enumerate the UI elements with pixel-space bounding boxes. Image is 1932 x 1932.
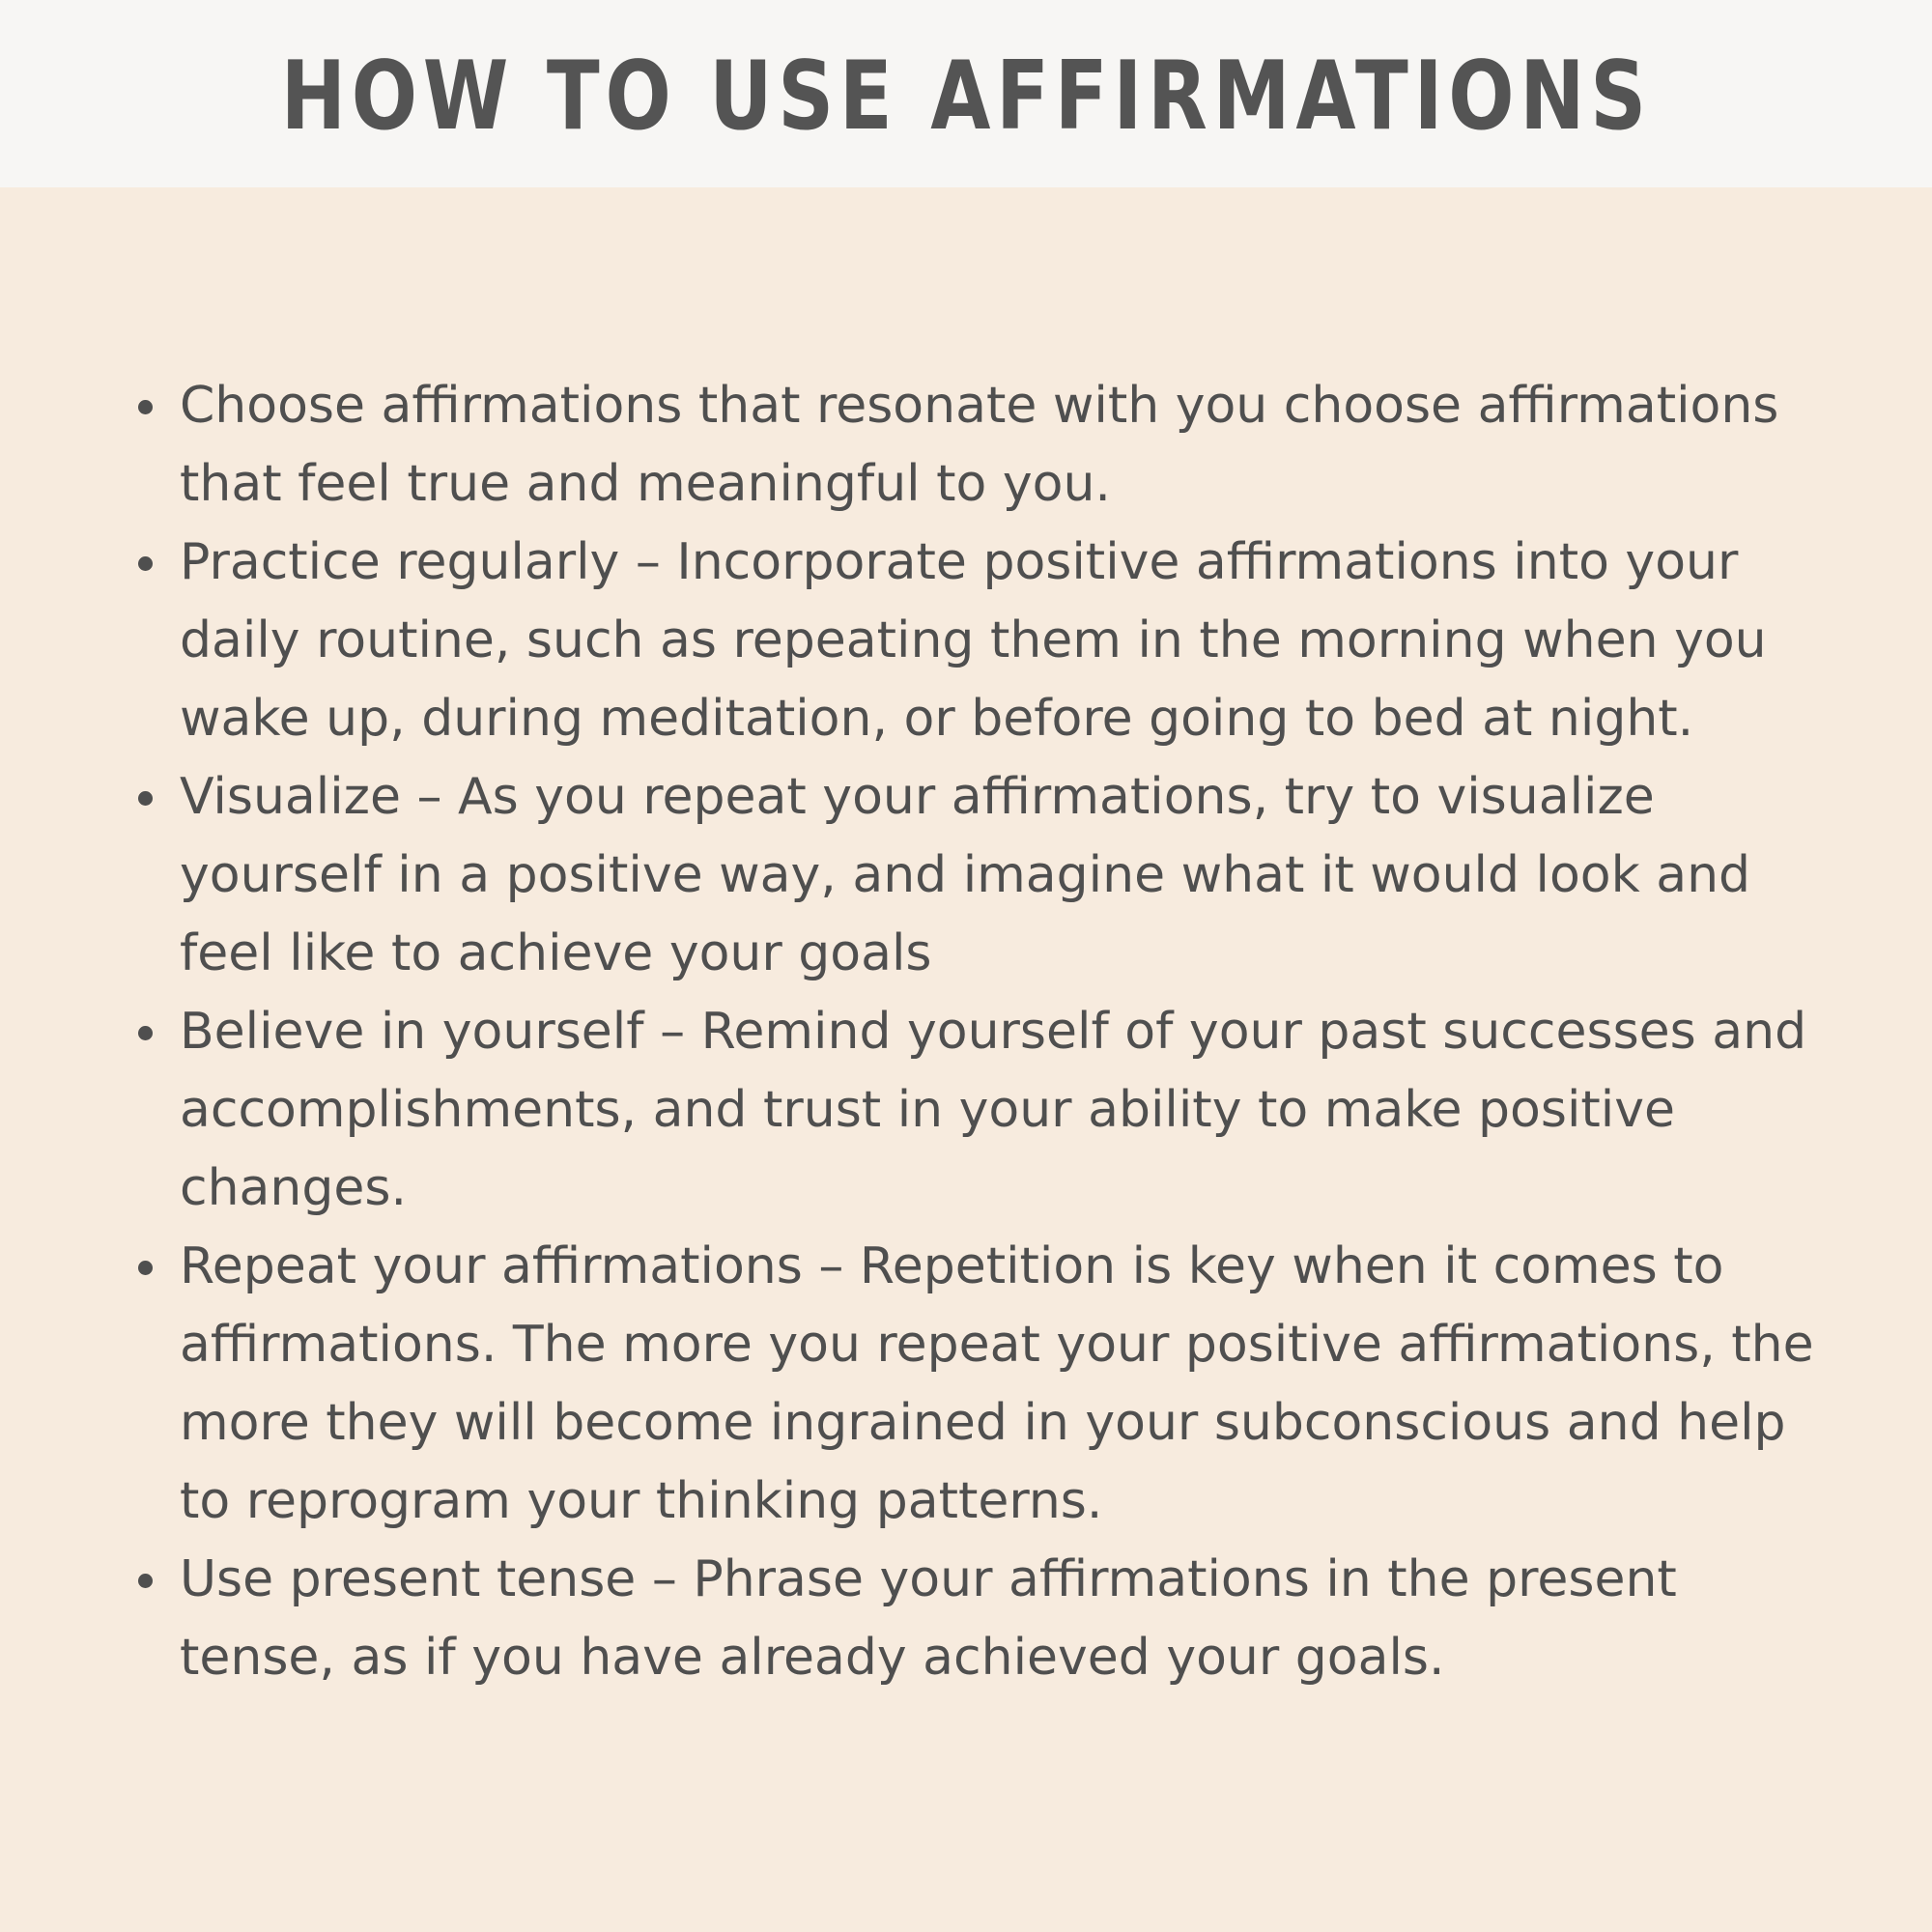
tip-text: Believe in yourself – Remind yourself of your past successes and accomplishments, and trust in your ability to make positive changes.	[180, 1003, 1807, 1217]
bullet-icon	[138, 400, 153, 414]
tips-content	[128, 367, 1814, 1697]
tip-text: Visualize – As you repeat your affirmations, try to visualize yourself in a positive way, and imagine what it would look and feel like to achieve your goals	[180, 768, 1751, 982]
tip-item-repeat-affirmations	[128, 1228, 1814, 1541]
bullet-icon	[138, 1026, 153, 1040]
tip-item-practice-regularly	[128, 524, 1814, 758]
bullet-icon	[138, 556, 153, 571]
bullet-icon	[138, 791, 153, 806]
bullet-icon	[138, 1574, 153, 1588]
tip-item-visualize	[128, 758, 1814, 993]
tip-item-choose-affirmations	[128, 367, 1814, 524]
tip-item-use-present-tense	[128, 1541, 1814, 1697]
tip-item-believe-in-yourself	[128, 993, 1814, 1228]
tip-text: Practice regularly – Incorporate positive affirmations into your daily routine, such as repeating them in the morning when you wake up, during meditation, or before going to bed at night.	[180, 533, 1767, 748]
title-banner	[0, 0, 1932, 187]
bullet-icon	[138, 1261, 153, 1275]
tip-text: Choose affirmations that resonate with you choose affirmations that feel true and meaningful to you.	[180, 377, 1779, 513]
tip-text: Use present tense – Phrase your affirmations in the present tense, as if you have already achieved your goals.	[180, 1550, 1677, 1687]
tip-text: Repeat your affirmations – Repetition is key when it comes to affirmations. The more you repeat your positive affirmations, the more they will become ingrained in your subconscious and help to reprogram your thinking patterns.	[180, 1237, 1814, 1530]
affirmation-tips-list	[128, 367, 1814, 1697]
page-title: HOW TO USE AFFIRMATIONS	[280, 42, 1652, 152]
